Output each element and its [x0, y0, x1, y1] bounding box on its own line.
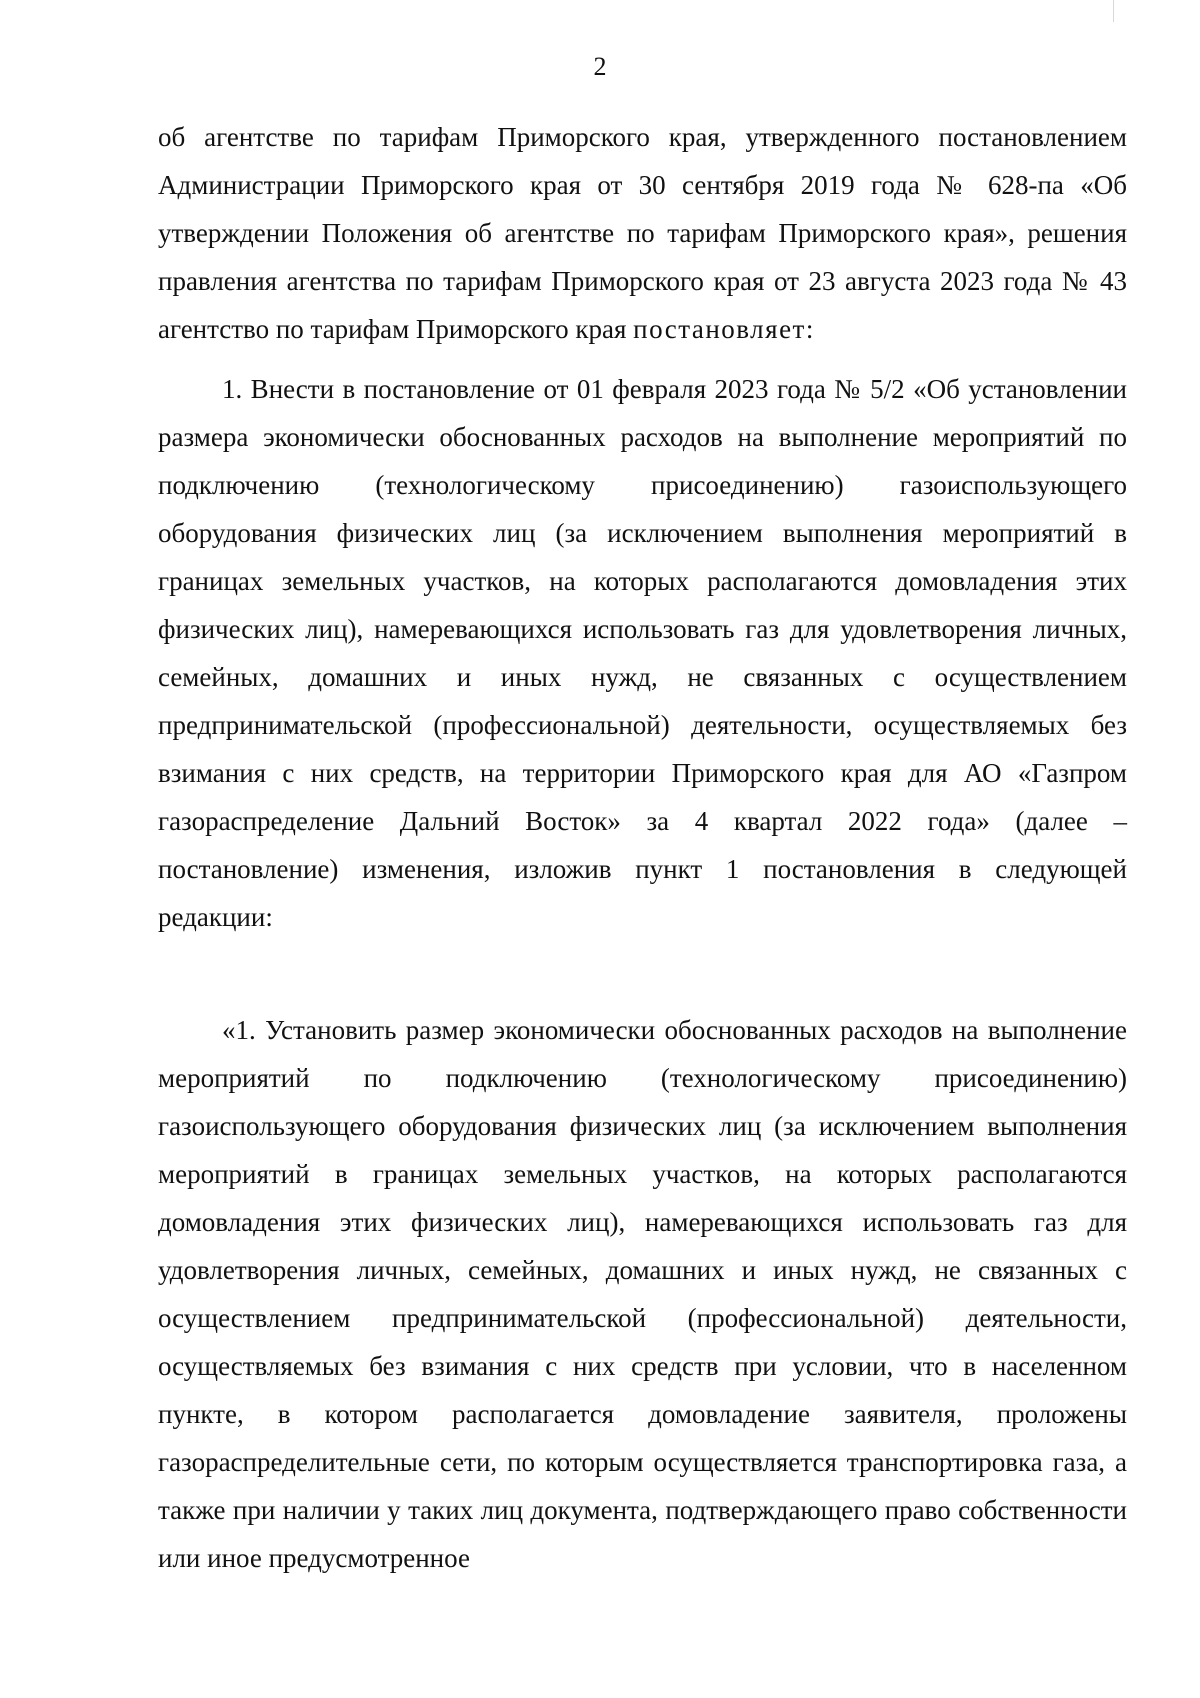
paragraph-item-1 [158, 365, 1127, 941]
paragraph-quoted-item-1 [158, 1006, 1127, 1582]
paragraph-preamble [158, 113, 1127, 353]
preamble-body: об агентстве по тарифам Приморского края, утвержденного постановлением Администрации Приморского края от 30 сентября 2019 года № 628-па «Об утверждении Положения об агентстве по тарифам Приморского края», решения правления агентства по тарифам Приморского края от 23 августа 2023 года № 43 агентство по тарифам Приморского края [158, 122, 1127, 344]
preamble-resolution-word: постановляет: [633, 314, 815, 344]
paragraph-quoted-item-1-text: «1. Установить размер экономически обоснованных расходов на выполнение мероприятий по подключению (технологическому присоединению) газоиспользующего оборудования физических лиц (за исключением выполнения мероприятий в границах земельных участков, на которых располагаются домовладения этих физических лиц), намеревающихся использовать газ для удовлетворения личных, семейных, домашних и иных нужд, не связанных с осуществлением предпринимательской (профессиональной) деятельности, осуществляемых без взимания с них средств при условии, что в населенном пункте, в котором располагается домовладение заявителя, проложены газораспределительные сети, по которым осуществляется транспортировка газа, а также при наличии у таких лиц документа, подтверждающего право собственности или иное предусмотренное [158, 1015, 1127, 1573]
paragraph-preamble-text [158, 113, 1127, 353]
page-number: 2 [593, 52, 607, 81]
scan-edge-mark [1113, 0, 1114, 22]
paragraph-item-1-text: 1. Внести в постановление от 01 февраля 2023 года № 5/2 «Об установлении размера экономически обоснованных расходов на выполнение мероприятий по подключению (технологическому присоединению) газоиспользующего оборудования физических лиц (за исключением выполнения мероприятий в границах земельных участков, на которых располагаются домовладения этих физических лиц), намеревающихся использовать газ для удовлетворения личных, семейных, домашних и иных нужд, не связанных с осуществлением предпринимательской (профессиональной) деятельности, осуществляемых без взимания с них средств, на территории Приморского края для АО «Газпром газораспределение Дальний Восток» за 4 квартал 2022 года» (далее – постановление) изменения, изложив пункт 1 постановления в следующей редакции: [158, 374, 1127, 932]
